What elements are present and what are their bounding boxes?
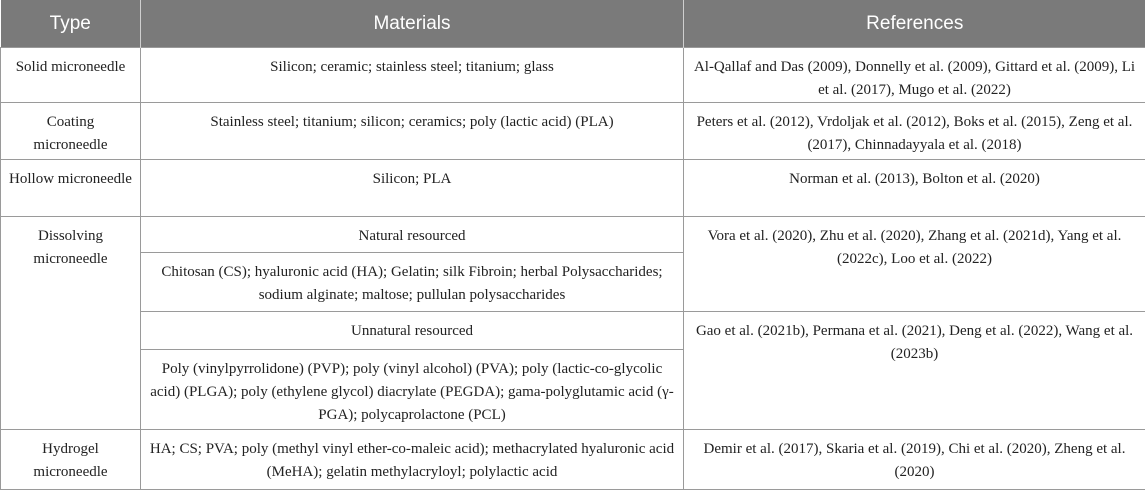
header-references: References <box>684 0 1145 48</box>
materials-cell: Silicon; ceramic; stainless steel; titanium; glass <box>141 48 684 103</box>
table-row <box>1 160 1145 217</box>
type-cell: Solid microneedle <box>1 48 141 103</box>
subgroup-label: Natural resourced <box>141 217 684 253</box>
type-cell: Coating microneedle <box>1 103 141 160</box>
header-row <box>1 0 1145 48</box>
type-cell: Hollow microneedle <box>1 160 141 217</box>
table-row <box>1 312 1145 350</box>
type-cell: Dissolving microneedle <box>1 217 141 430</box>
materials-cell: Chitosan (CS); hyaluronic acid (HA); Gelatin; silk Fibroin; herbal Polysaccharides; sodium alginate; maltose; pullulan polysaccharides <box>141 253 684 312</box>
materials-cell: Stainless steel; titanium; silicon; ceramics; poly (lactic acid) (PLA) <box>141 103 684 160</box>
subgroup-label: Unnatural resourced <box>141 312 684 350</box>
table-row <box>1 103 1145 160</box>
header-materials: Materials <box>141 0 684 48</box>
references-cell: Peters et al. (2012), Vrdoljak et al. (2012), Boks et al. (2015), Zeng et al. (2017), Chinnadayyala et al. (2018) <box>684 103 1145 160</box>
table-row <box>1 217 1145 253</box>
references-cell: Norman et al. (2013), Bolton et al. (2020) <box>684 160 1145 217</box>
references-cell: Gao et al. (2021b), Permana et al. (2021), Deng et al. (2022), Wang et al. (2023b) <box>684 312 1145 430</box>
references-cell: Al-Qallaf and Das (2009), Donnelly et al. (2009), Gittard et al. (2009), Li et al. (2017), Mugo et al. (2022) <box>684 48 1145 103</box>
type-cell: Hydrogel microneedle <box>1 430 141 490</box>
table-row <box>1 430 1145 490</box>
materials-cell: Poly (vinylpyrrolidone) (PVP); poly (vinyl alcohol) (PVA); poly (lactic-co-glycolic acid) (PLGA); poly (ethylene glycol) diacrylate (PEGDA); gama-polyglutamic acid (γ-PGA); polycaprolactone (PCL) <box>141 350 684 430</box>
references-cell: Vora et al. (2020), Zhu et al. (2020), Zhang et al. (2021d), Yang et al. (2022c), Loo et al. (2022) <box>684 217 1145 312</box>
table-row <box>1 48 1145 103</box>
materials-cell: Silicon; PLA <box>141 160 684 217</box>
references-cell: Demir et al. (2017), Skaria et al. (2019), Chi et al. (2020), Zheng et al. (2020) <box>684 430 1145 490</box>
materials-cell: HA; CS; PVA; poly (methyl vinyl ether-co-maleic acid); methacrylated hyaluronic acid (MeHA); gelatin methylacryloyl; polylactic acid <box>141 430 684 490</box>
header-type: Type <box>1 0 141 48</box>
